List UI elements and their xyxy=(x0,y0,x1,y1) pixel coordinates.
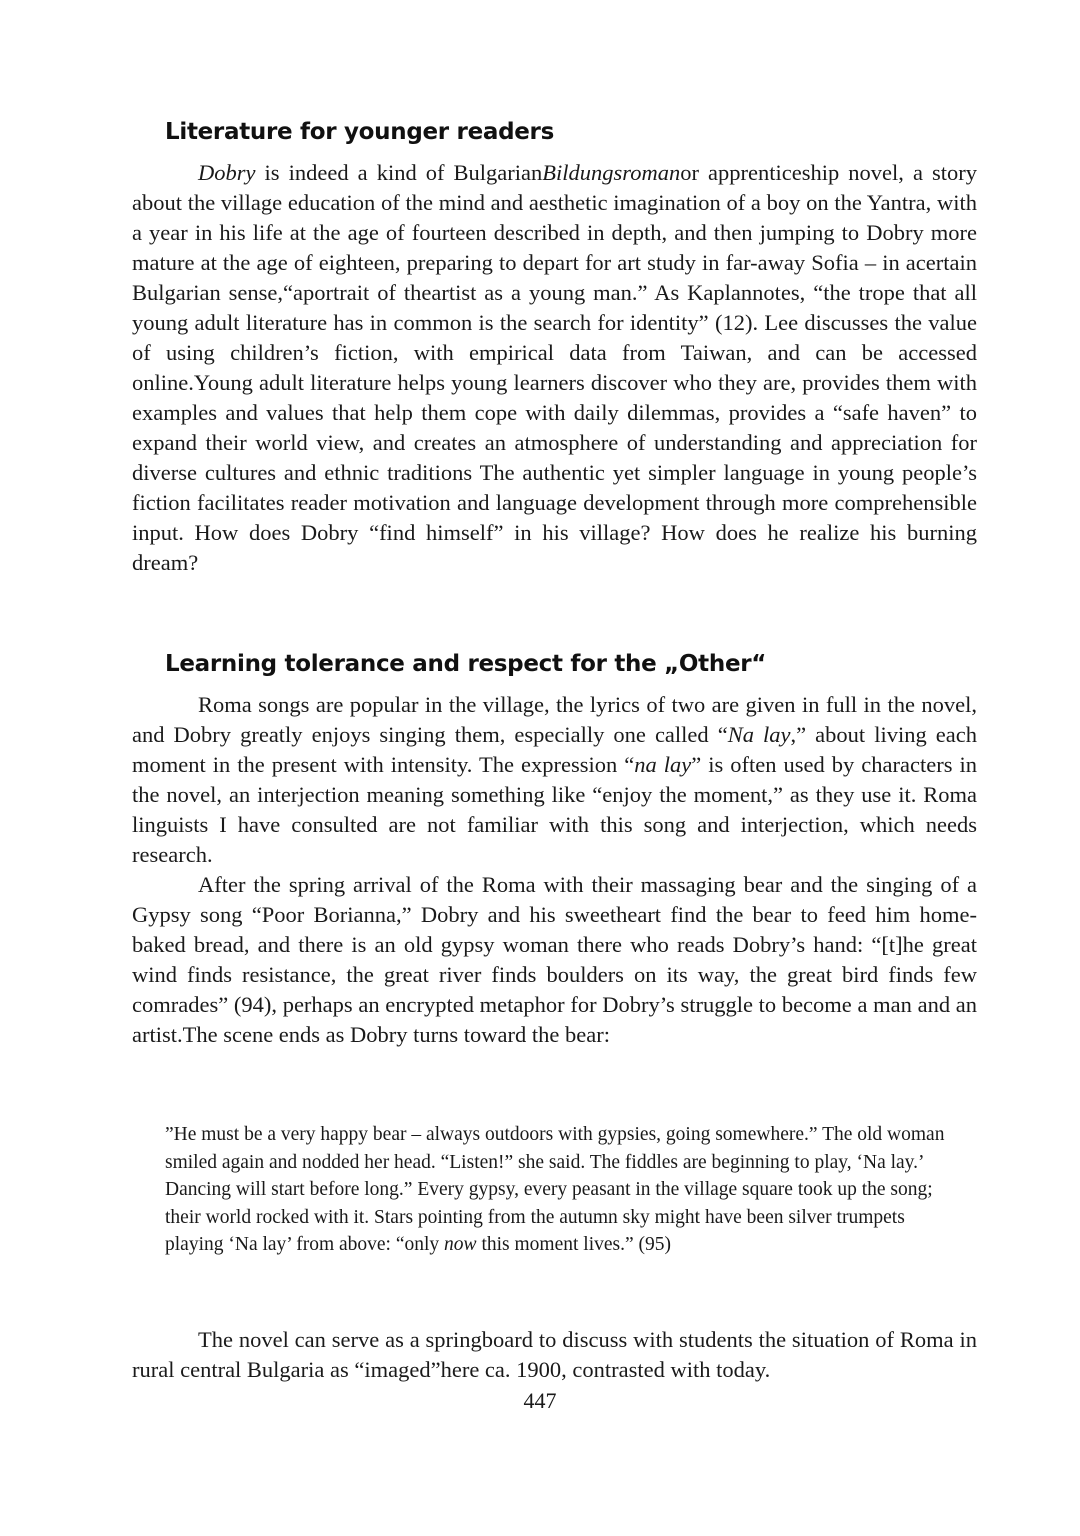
paragraph-spring-arrival: After the spring arrival of the Roma with their massaging bear and the singing of a Gypsy song “Poor Borianna,” Dobry and his sweetheart find the bear to feed him home-baked bread, and there is an old gypsy woman there who reads Dobry’s hand: “[t]he great wind finds resistance, the great river finds boulders on its way, the great bird finds few comrades” (94), perhaps an encrypted metaphor for Dobry’s struggle to become a man and an artist.The scene ends as Dobry turns toward the bear: xyxy=(132,872,977,1047)
section-heading-tolerance: Learning tolerance and respect for the „Other“ xyxy=(165,651,767,677)
text-run: ,” about living each moment in the present with intensity. The expression “ xyxy=(132,722,977,777)
block-quote xyxy=(165,1121,945,1259)
paragraph-roma-songs xyxy=(132,690,977,870)
italic-now: now xyxy=(444,1234,477,1255)
text-run: or apprenticeship novel, a story about the village education of the mind and aesthetic imagination of a boy on the Yantra, with a year in his life at the age of fourteen described in depth, and then jumping to Dobry more mature at the age of eighteen, preparing to depart for art study in far-away Sofia – in acertain Bulgarian sense,“aportrait of theartist as a young man.” As Kaplannotes, “the trope that all young adult literature has in common is the search for identity” (12). Lee discusses the value of using children’s fiction, with empirical data from Taiwan, and can be accessed online.Young adult literature helps young learners discover who they are, provides them with examples and values that help them cope with daily dilemmas, provides a “safe haven” to expand their world view, and creates an atmosphere of understanding and appreciation for diverse cultures and ethnic traditions The authentic yet simpler language in young people’s fiction facilitates reader motivation and language development through more comprehensible input. How does Dobry “find himself” in his village? How does he realize his burning dream? xyxy=(132,160,977,575)
italic-song-na-lay: Na lay xyxy=(727,722,791,747)
text-run: ” is often used by characters in the novel, an interjection meaning something like “enjoy the moment,” as they use it. Roma linguists I have consulted are not familiar with this song and interjection, which needs research. xyxy=(132,752,978,867)
text-run: is indeed a kind of Bulgarian xyxy=(255,160,543,185)
page-number: 447 xyxy=(523,1388,557,1413)
text-run: this moment lives.” (95) xyxy=(476,1234,671,1255)
text-run: Roma songs are popular in the village, the lyrics of two are given in full in the novel, and Dobry greatly enjoys singing them, especially one called “ xyxy=(132,692,977,747)
paragraph-springboard: The novel can serve as a springboard to discuss with students the situation of Roma in rural central Bulgaria as “imaged”here ca. 1900, contrasted with today. xyxy=(132,1327,977,1382)
italic-expression-na-lay: na lay xyxy=(634,752,692,777)
section-heading-literature: Literature for younger readers xyxy=(165,119,554,145)
paragraph-dobry-bildungsroman xyxy=(132,158,977,578)
text-run: ”He must be a very happy bear – always outdoors with gypsies, going somewhere.” The old woman smiled again and nodded her head. “Listen!” she said. The fiddles are beginning to play, ‘Na lay.’ Dancing will start before long.” Every gypsy, every peasant in the village square took up the song; their world rocked with it. Stars pointing from the autumn sky might have been silver trumpets playing ‘Na lay’ from above: “only xyxy=(165,1124,945,1255)
italic-term-bildungsroman: Bildungsroman xyxy=(542,160,681,185)
italic-title-dobry: Dobry xyxy=(198,160,256,185)
